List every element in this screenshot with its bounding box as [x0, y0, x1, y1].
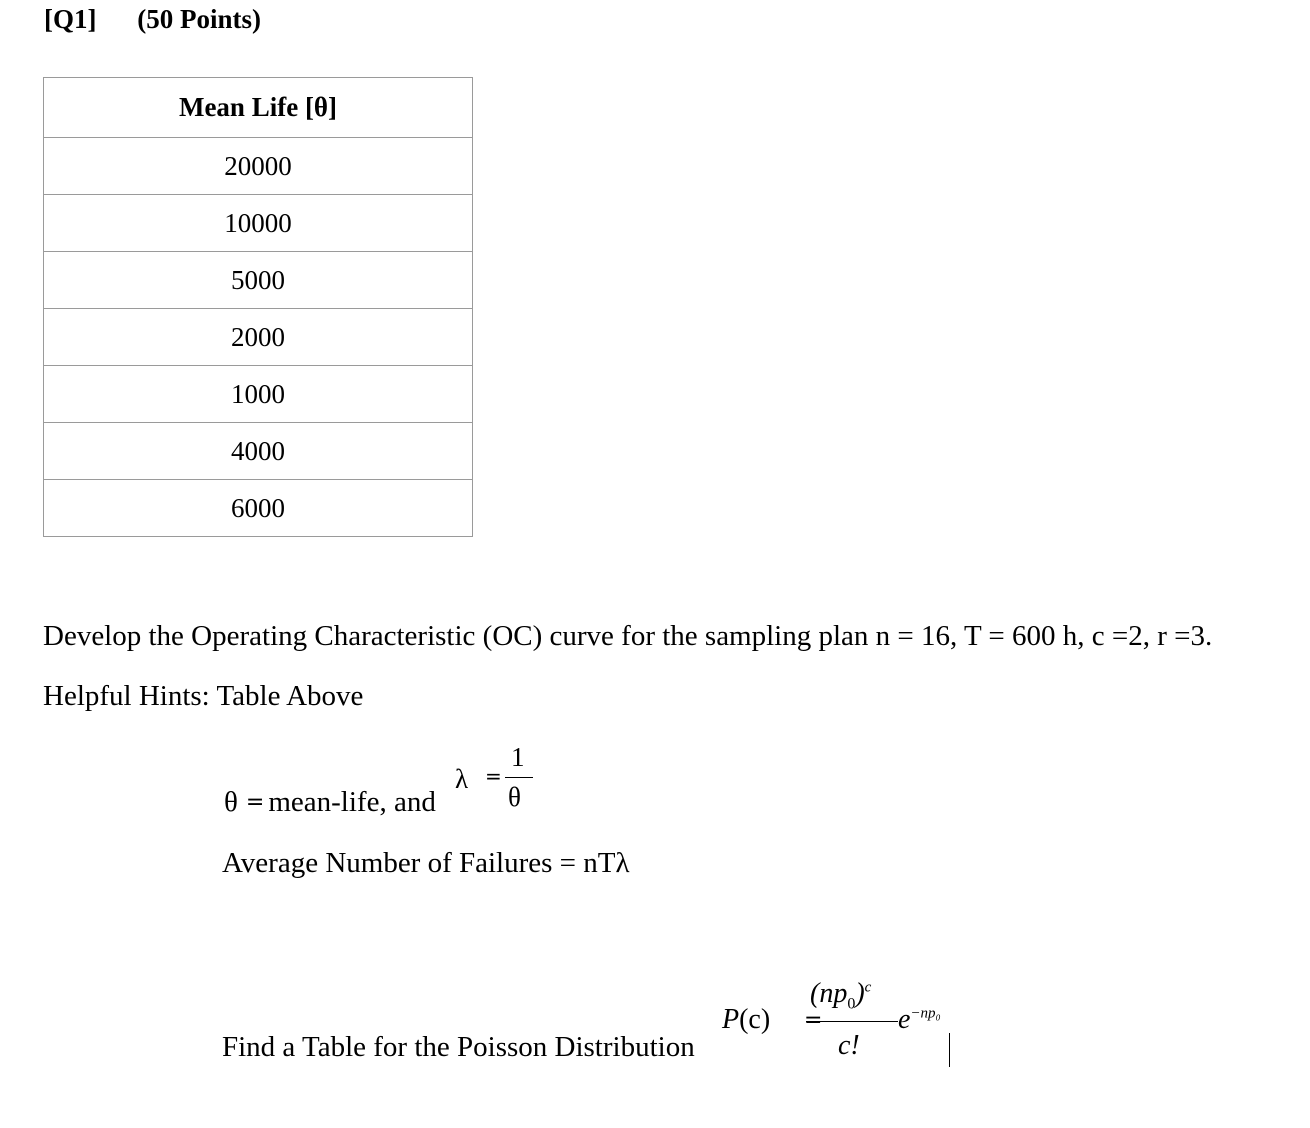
fraction-bar: [806, 1021, 898, 1022]
poisson-func: P: [722, 1004, 740, 1035]
num-exponent: c: [864, 979, 872, 996]
e-base: e: [898, 1004, 911, 1035]
lambda-equals: =: [485, 764, 502, 788]
num-subscript: 0: [847, 995, 856, 1013]
theta-text: mean-life, and: [268, 786, 436, 818]
question-header: [44, 4, 261, 35]
lambda-symbol: λ: [455, 764, 469, 794]
helpful-hints: Helpful Hints: Table Above: [43, 680, 364, 712]
theta-equals: =: [245, 790, 265, 815]
table-row: 10000: [44, 195, 473, 252]
theta-symbol: θ: [224, 786, 238, 818]
question-points: (50 Points): [137, 4, 261, 34]
table-row: 1000: [44, 366, 473, 423]
poisson-numerator: [810, 978, 871, 1014]
poisson-instruction: Find a Table for the Poisson Distribution: [222, 1031, 695, 1063]
poisson-denominator: c!: [838, 1030, 860, 1061]
num-close: ): [855, 978, 865, 1009]
table-row: 20000: [44, 138, 473, 195]
average-failures-formula: Average Number of Failures = nTλ: [222, 847, 630, 879]
question-number: [Q1]: [44, 4, 97, 34]
poisson-exponential: [898, 1004, 941, 1036]
lambda-numerator: 1: [511, 742, 525, 772]
mean-life-table: [43, 77, 473, 537]
e-exponent: −np₀: [910, 1005, 941, 1022]
fraction-bar: [505, 777, 533, 778]
num-base: (np: [810, 978, 848, 1009]
table-row: 2000: [44, 309, 473, 366]
text-cursor: [949, 1033, 950, 1067]
poisson-lhs: [722, 1004, 770, 1036]
poisson-equals: =: [804, 1008, 823, 1033]
poisson-formula: [722, 978, 962, 1078]
problem-statement: Develop the Operating Characteristic (OC) curve for the sampling plan n = 16, T = 600 h, c =2, r =3.: [43, 620, 1213, 652]
mean-life-header: Mean Life [θ]: [44, 78, 473, 138]
poisson-arg: (c): [739, 1004, 771, 1035]
lambda-denominator: θ: [508, 782, 521, 812]
table-row: 5000: [44, 252, 473, 309]
table-row: 6000: [44, 480, 473, 537]
table-row: 4000: [44, 423, 473, 480]
theta-definition: [224, 786, 436, 819]
